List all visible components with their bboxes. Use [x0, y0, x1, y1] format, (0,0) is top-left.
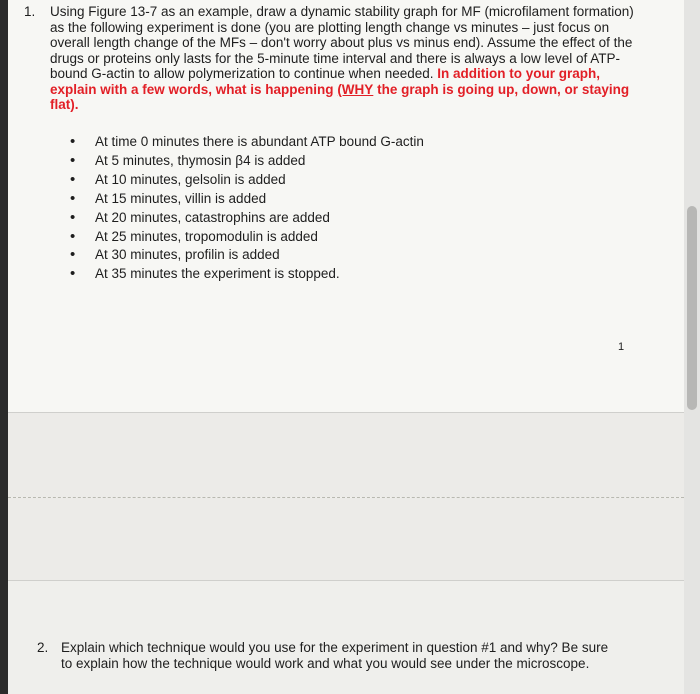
- question-1-instruction-why: (WHY: [337, 81, 374, 97]
- event-item: • At 35 minutes the experiment is stopped.: [70, 265, 424, 284]
- page-number: 1: [618, 341, 625, 353]
- experiment-event-list: [70, 133, 424, 284]
- question-1-instruction: In addition to your graph, explain with a few words, what is happening: [50, 66, 601, 97]
- event-item: • At 5 minutes, thymosin β4 is added: [70, 152, 424, 171]
- gap-band: [8, 413, 684, 497]
- event-item: • At time 0 minutes there is abundant ATP bound G-actin: [70, 133, 424, 152]
- scrollbar[interactable]: [684, 0, 700, 694]
- event-item: • At 25 minutes, tropomodulin is added: [70, 228, 424, 247]
- question-1-number: 1.: [24, 4, 36, 19]
- question-2-text: Explain which technique would you use for the experiment in question #1 and why? Be sure to explain how the technique would work and what you would see under the microscope.: [61, 640, 609, 671]
- left-edge-shadow: [0, 0, 8, 694]
- event-item: • At 20 minutes, catastrophins are added: [70, 209, 424, 228]
- scrollbar-thumb[interactable]: [687, 206, 697, 410]
- question-1-body: [50, 4, 634, 113]
- gap-band: [8, 498, 684, 580]
- question-2: [37, 640, 617, 672]
- event-item: • At 10 minutes, gelsolin is added: [70, 171, 424, 190]
- event-item: • At 30 minutes, profilin is added: [70, 246, 424, 265]
- question-1-instruction-line2: the graph is going up, down, or staying flat).: [50, 81, 630, 112]
- question-1: [24, 4, 634, 113]
- question-1-text: Using Figure 13-7 as an example, draw a dynamic stability graph for MF (microfilament formation) as the following experiment is done (you are plotting length change vs minutes – just focus on overall length change of the MFs – don't worry about plus vs minus end). Assume the effect of the drugs or proteins only lasts for the 5-minute time interval and there is always a low level of ATP-bound G-actin to allow polymerization to continue when needed.: [50, 4, 634, 81]
- question-2-number: 2.: [37, 640, 49, 655]
- page-divider: [8, 580, 684, 581]
- event-item: • At 15 minutes, villin is added: [70, 190, 424, 209]
